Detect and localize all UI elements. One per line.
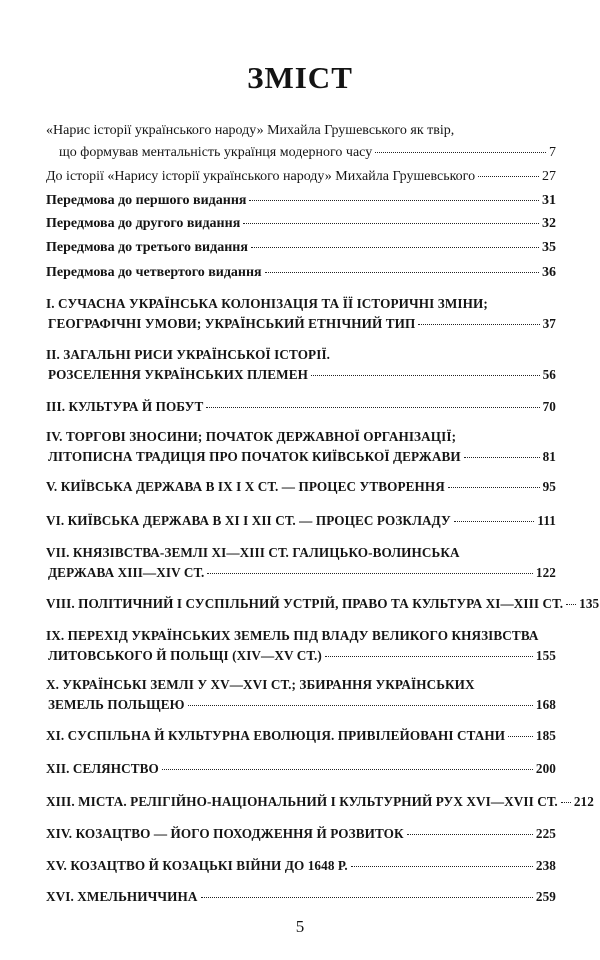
toc-chapter-11[interactable] [46,726,556,746]
toc-chapter-2[interactable] [46,345,556,385]
toc-line [46,726,556,746]
toc-entry-text: II. ЗАГАЛЬНІ РИСИ УКРАЇНСЬКОЇ ІСТОРІЇ. [46,347,331,362]
toc-chapter-7[interactable] [46,543,556,583]
dot-leader [206,407,539,408]
toc-entry-front-2[interactable] [46,166,556,188]
dot-leader [448,487,540,488]
toc-entry-text: ДЕРЖАВА XIII—XIV СТ. [48,565,205,580]
toc-line [46,824,556,844]
toc-line [46,856,556,876]
toc-chapter-16[interactable] [46,887,556,907]
toc-line [46,477,556,497]
toc-entry-text: V. КИЇВСЬКА ДЕРЖАВА В IX І X СТ. — ПРОЦЕС УТВОРЕННЯ [46,479,445,494]
toc-page-number: 56 [542,367,556,382]
dot-leader [407,834,533,835]
dot-leader [351,866,533,867]
dot-leader [325,656,533,657]
toc-line [46,213,556,235]
toc-line [46,427,556,447]
toc-page-number: 37 [542,316,556,331]
toc-line [46,120,556,142]
toc-page-number: 7 [549,145,556,160]
toc-chapter-13[interactable] [46,792,594,812]
toc-chapter-12[interactable] [46,759,556,779]
toc-page-number: 81 [542,449,556,464]
toc-chapter-8[interactable] [46,594,600,614]
toc-entry-text: VIII. ПОЛІТИЧНИЙ І СУСПІЛЬНИЙ УСТРІЙ, ПРАВО ТА КУЛЬТУРА XI—XIII СТ. [46,596,564,611]
dot-leader [478,176,539,177]
toc-entry-text: ГЕОГРАФІЧНІ УМОВИ; УКРАЇНСЬКИЙ ЕТНІЧНИЙ ТИП [48,316,416,331]
dot-leader [454,521,535,522]
toc-line [46,166,556,188]
toc-entry-text: Передмова до третього видання [46,240,248,255]
toc-entry-text: XI. СУСПІЛЬНА Й КУЛЬТУРНА ЕВОЛЮЦІЯ. ПРИВІЛЕЙОВАНІ СТАНИ [46,728,506,743]
toc-page-number: 122 [535,565,556,580]
toc-entry-text: VI. КИЇВСЬКА ДЕРЖАВА В XI І XII СТ. — ПРОЦЕС РОЗКЛАДУ [46,513,451,528]
dot-leader [162,769,533,770]
toc-entry-text: XIV. КОЗАЦТВО — ЙОГО ПОХОДЖЕННЯ Й РОЗВИТОК [46,826,404,841]
toc-entry-text: XV. КОЗАЦТВО Й КОЗАЦЬКІ ВІЙНИ ДО 1648 Р. [46,858,348,873]
toc-entry-front-1[interactable] [46,120,556,164]
toc-line [46,294,556,314]
toc-page-number: 200 [535,761,556,776]
toc-line [46,142,556,164]
toc-line [46,262,556,284]
toc-line [46,543,556,563]
page-title: ЗМІСТ [247,60,353,95]
toc-line [46,511,556,531]
toc-entry-preface-4[interactable] [46,262,556,284]
toc-page-number: 259 [535,889,556,904]
toc-line [46,345,556,365]
toc-page-number: 135 [579,596,600,611]
toc-page-number: 36 [542,265,556,280]
toc-page-number: 212 [573,794,594,809]
toc-entry-text: РОЗСЕЛЕННЯ УКРАЇНСЬКИХ ПЛЕМЕН [48,367,308,382]
toc-chapter-10[interactable] [46,675,556,715]
dot-leader [566,604,576,605]
toc-page-number: 27 [542,169,556,184]
toc-entry-text: ЛІТОПИСНА ТРАДИЦІЯ ПРО ПОЧАТОК КИЇВСЬКОЇ ДЕРЖАВИ [48,449,461,464]
toc-entry-text: III. КУЛЬТУРА Й ПОБУТ [46,399,204,414]
toc-chapter-5[interactable] [46,477,556,497]
toc-page-number: 168 [535,697,556,712]
toc-page-number: 32 [542,216,556,231]
toc-page-number: 111 [537,513,556,528]
dot-leader [251,247,539,248]
dot-leader [418,324,539,325]
dot-leader [375,152,546,153]
toc-entry-text: IV. ТОРГОВІ ЗНОСИНИ; ПОЧАТОК ДЕРЖАВНОЇ ОРГАНІЗАЦІЇ; [46,429,457,444]
toc-chapter-1[interactable] [46,294,556,334]
toc-line [46,792,594,812]
toc-line [46,397,556,417]
toc-chapter-15[interactable] [46,856,556,876]
toc-line [46,365,556,385]
dot-leader [201,897,533,898]
toc-entry-text: XIII. МІСТА. РЕЛІГІЙНО-НАЦІОНАЛЬНИЙ І КУЛЬТУРНИЙ РУХ XVI—XVII СТ. [46,794,558,809]
toc-page-number: 95 [542,479,556,494]
dot-leader [561,802,571,803]
toc-line [46,190,556,212]
toc-entry-text: До історії «Нарису історії українського народу» Михайла Грушевського [46,169,476,184]
toc-entry-text: Передмова до четвертого видання [46,265,262,280]
toc-line [46,887,556,907]
toc-chapter-6[interactable] [46,511,556,531]
toc-entry-text: XII. СЕЛЯНСТВО [46,761,159,776]
dot-leader [464,457,540,458]
dot-leader [188,705,533,706]
toc-line [46,314,556,334]
dot-leader [508,736,533,737]
toc-chapter-4[interactable] [46,427,556,467]
toc-entry-text: X. УКРАЇНСЬКІ ЗЕМЛІ У XV—XVI СТ.; ЗБИРАННЯ УКРАЇНСЬКИХ [46,677,475,692]
toc-chapter-3[interactable] [46,397,556,417]
toc-page-number: 238 [535,858,556,873]
toc-entry-text: ЛИТОВСЬКОГО Й ПОЛЬЩІ (XIV—XV СТ.) [48,648,322,663]
toc-chapter-14[interactable] [46,824,556,844]
toc-entry-text: «Нарис історії українського народу» Михайла Грушевського як твір, [46,123,455,138]
toc-chapter-9[interactable] [46,626,556,666]
toc-line [46,237,556,259]
toc-entry-text: XVI. ХМЕЛЬНИЧЧИНА [46,889,198,904]
toc-entry-text: Передмова до першого видання [46,193,247,208]
page-number: 5 [295,917,305,936]
toc-entry-text: ЗЕМЕЛЬ ПОЛЬЩЕЮ [48,697,185,712]
toc-entry-text: що формував ментальність українця модерного часу [59,145,373,160]
toc-entry-text: I. СУЧАСНА УКРАЇНСЬКА КОЛОНІЗАЦІЯ ТА ЇЇ ІСТОРИЧНІ ЗМІНИ; [46,296,488,311]
toc-line [46,563,556,583]
toc-entry-text: VII. КНЯЗІВСТВА-ЗЕМЛІ XI—XIII СТ. ГАЛИЦЬКО-ВОЛИНСЬКА [46,545,460,560]
dot-leader [249,200,539,201]
toc-line [46,626,556,646]
toc-page-number: 35 [542,240,556,255]
toc-page-number: 155 [535,648,556,663]
toc-page-number: 70 [542,399,556,414]
dot-leader [207,573,532,574]
toc-entry-text: IX. ПЕРЕХІД УКРАЇНСЬКИХ ЗЕМЕЛЬ ПІД ВЛАДУ ВЕЛИКОГО КНЯЗІВСТВА [46,628,539,643]
toc-line [46,646,556,666]
dot-leader [265,272,539,273]
toc-entry-preface-1[interactable] [46,190,556,212]
toc-line [46,759,556,779]
dot-leader [311,375,540,376]
toc-page-number: 31 [542,193,556,208]
toc-entry-text: Передмова до другого видання [46,216,241,231]
toc-entry-preface-3[interactable] [46,237,556,259]
toc-entry-preface-2[interactable] [46,213,556,235]
toc-page-number: 225 [535,826,556,841]
toc-page-number: 185 [535,728,556,743]
toc-line [46,594,600,614]
dot-leader [243,223,539,224]
toc-line [46,695,556,715]
toc-line [46,447,556,467]
toc-line [46,675,556,695]
